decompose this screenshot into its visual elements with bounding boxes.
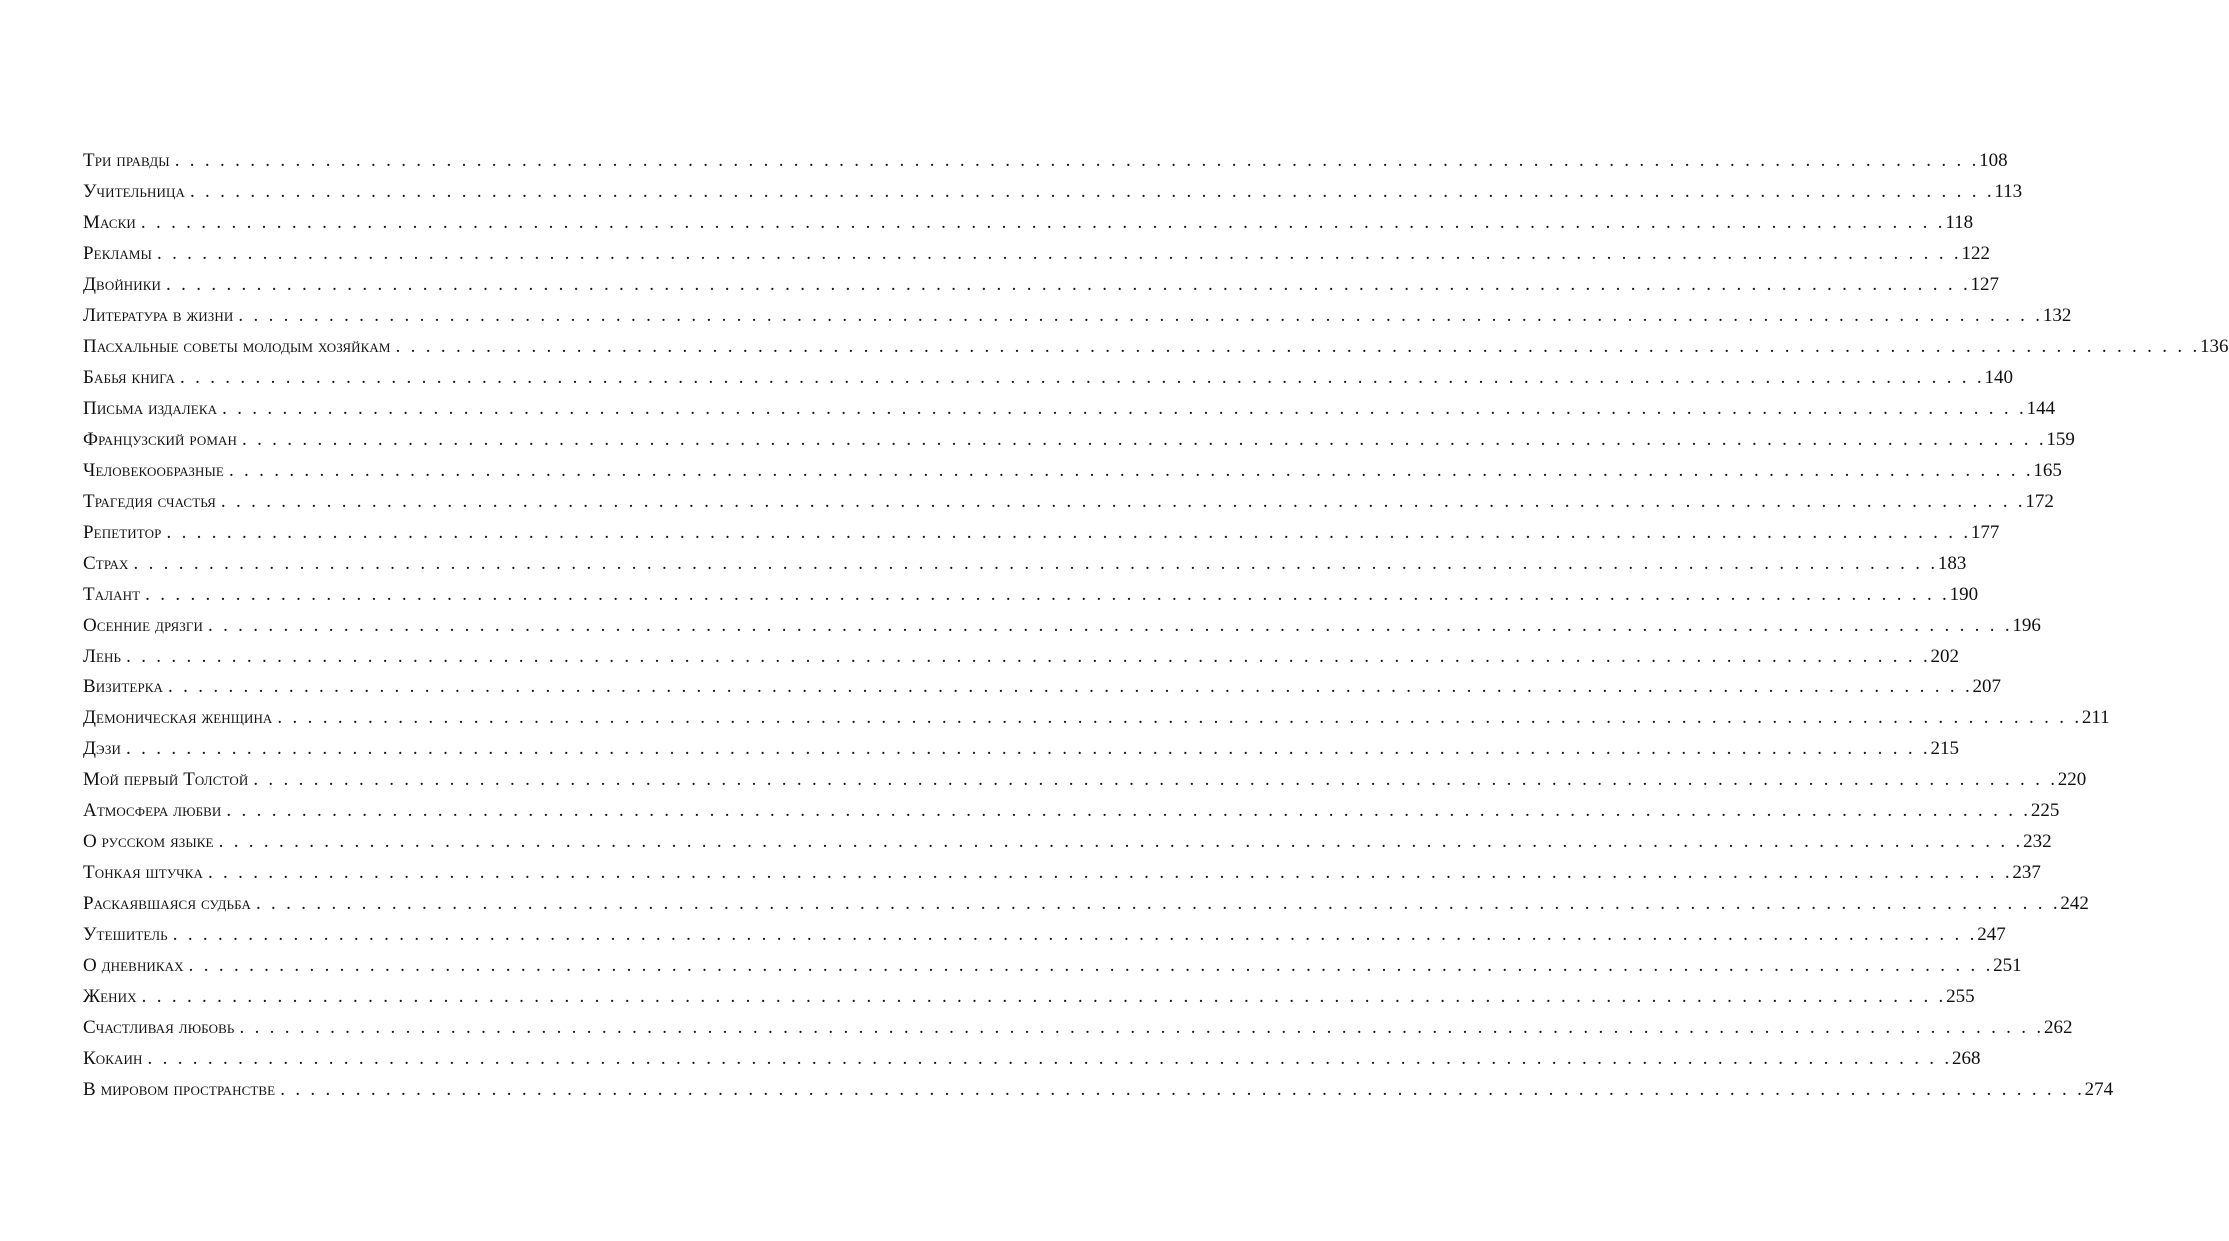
toc-entry-page-number: 136 (2200, 335, 2229, 357)
toc-entry-page-number: 118 (1945, 211, 1974, 233)
toc-entry-page-number: 172 (2025, 490, 2054, 512)
toc-entry (83, 1013, 2073, 1044)
toc-entry-page-number: 196 (2012, 614, 2041, 636)
toc-entry-title: Человекообразные (83, 459, 224, 481)
toc-entry-page-number: 232 (2023, 831, 2052, 853)
toc-entry-title: Двойники (83, 273, 162, 295)
toc-entry-title: О русском языке (83, 831, 214, 853)
dot-leader: . . . . . . . . . . . . . . . . . . . . . . . . . . . . . . . . . . . . . . . . . . . . . . . . . . . . . . . . . . . . . . . . . . . . . . . . . . . . . . . . . . . . . . . . . . . . . . . . . . . . . . . . . . . . . . . . . . . . . . . . (207, 614, 2013, 636)
dot-leader: . . . . . . . . . . . . . . . . . . . . . . . . . . . . . . . . . . . . . . . . . . . . . . . . . . . . . . . . . . . . . . . . . . . . . . . . . . . . . . . . . . . . . . . . . . . . . . . . . . . . . . . . . . . . . . . . . . . . . . . . (241, 428, 2047, 450)
toc-entry-title: Атмосфера любви (83, 800, 222, 822)
dot-leader: . . . . . . . . . . . . . . . . . . . . . . . . . . . . . . . . . . . . . . . . . . . . . . . . . . . . . . . . . . . . . . . . . . . . . . . . . . . . . . . . . . . . . . . . . . . . . . . . . . . . . . . . . . . . . . . . . . . . . . . . (166, 521, 1971, 543)
toc-entry-page-number: 207 (1972, 676, 2001, 698)
toc-entry-title: Визитерка (83, 676, 164, 698)
toc-entry-page-number: 225 (2030, 800, 2060, 822)
toc-entry-title: Репетитор (83, 521, 162, 543)
toc-entry-page-number: 113 (1994, 180, 2023, 202)
dot-leader: . . . . . . . . . . . . . . . . . . . . . . . . . . . . . . . . . . . . . . . . . . . . . . . . . . . . . . . . . . . . . . . . . . . . . . . . . . . . . . . . . . . . . . . . . . . . . . . . . . . . . . . . . . . . . . . . . . . . . . . . (180, 366, 1985, 388)
toc-entry-title: В мировом пространстве (83, 1079, 276, 1101)
toc-entry-title: Тонкая штучка (83, 862, 203, 884)
toc-entry (83, 765, 2087, 796)
toc-entry (83, 270, 1999, 301)
toc-entry (83, 951, 2022, 982)
dot-leader: . . . . . . . . . . . . . . . . . . . . . . . . . . . . . . . . . . . . . . . . . . . . . . . . . . . . . . . . . . . . . . . . . . . . . . . . . . . . . . . . . . . . . . . . . . . . . . . . . . . . . . . . . . . . . . . . . . . . . . . . (156, 242, 1962, 264)
toc-entry-page-number: 165 (2033, 459, 2062, 481)
toc-entry-page-number: 211 (2081, 707, 2110, 729)
toc-entry (83, 456, 2062, 487)
dot-leader: . . . . . . . . . . . . . . . . . . . . . . . . . . . . . . . . . . . . . . . . . . . . . . . . . . . . . . . . . . . . . . . . . . . . . . . . . . . . . . . . . . . . . . . . . . . . . . . . . . . . . . . . . . . . . . . . . . . . . . . . (174, 150, 1980, 171)
toc-entry (83, 549, 1967, 580)
toc-entry (83, 920, 2006, 951)
dot-leader: . . . . . . . . . . . . . . . . . . . . . . . . . . . . . . . . . . . . . . . . . . . . . . . . . . . . . . . . . . . . . . . . . . . . . . . . . . . . . . . . . . . . . . . . . . . . . . . . . . . . . . . . . . . . . . . . . . . . . . . . (145, 583, 1950, 605)
dot-leader: . . . . . . . . . . . . . . . . . . . . . . . . . . . . . . . . . . . . . . . . . . . . . . . . . . . . . . . . . . . . . . . . . . . . . . . . . . . . . . . . . . . . . . . . . . . . . . . . . . . . . . . . . . . . . . . . . . . . . . . . (280, 1079, 2085, 1101)
toc-entry (83, 363, 2013, 394)
dot-leader: . . . . . . . . . . . . . . . . . . . . . . . . . . . . . . . . . . . . . . . . . . . . . . . . . . . . . . . . . . . . . . . . . . . . . . . . . . . . . . . . . . . . . . . . . . . . . . . . . . . . . . . . . . . . . . . . . . . . . . . . (253, 769, 2058, 791)
dot-leader: . . . . . . . . . . . . . . . . . . . . . . . . . . . . . . . . . . . . . . . . . . . . . . . . . . . . . . . . . . . . . . . . . . . . . . . . . . . . . . . . . . . . . . . . . . . . . . . . . . . . . . . . . . . . . . . . . . . . . . . . (218, 831, 2024, 853)
table-of-contents (83, 146, 2229, 1106)
toc-entry-title: Пасхальные советы молодым хозяйкам (83, 335, 391, 357)
dot-leader: . . . . . . . . . . . . . . . . . . . . . . . . . . . . . . . . . . . . . . . . . . . . . . . . . . . . . . . . . . . . . . . . . . . . . . . . . . . . . . . . . . . . . . . . . . . . . . . . . . . . . . . . . . . . . . . . . . . . . . . . (168, 676, 1973, 698)
toc-entry-page-number: 251 (1993, 955, 2022, 977)
toc-entry-title: О дневниках (83, 955, 184, 977)
toc-entry (83, 642, 1960, 673)
toc-entry-page-number: 202 (1930, 645, 1960, 667)
toc-entry-page-number: 262 (2043, 1017, 2073, 1039)
toc-entry-page-number: 190 (1949, 583, 1979, 605)
toc-entry-page-number: 274 (2084, 1079, 2114, 1101)
toc-entry (83, 611, 2041, 642)
toc-entry-title: Лень (83, 645, 122, 667)
dot-leader: . . . . . . . . . . . . . . . . . . . . . . . . . . . . . . . . . . . . . . . . . . . . . . . . . . . . . . . . . . . . . . . . . . . . . . . . . . . . . . . . . . . . . . . . . . . . . . . . . . . . . . . . . . . . . . . . . . . . . . . . (172, 924, 1978, 946)
toc-entry-title: Счастливая любовь (83, 1017, 235, 1039)
toc-entry (83, 208, 1974, 239)
dot-leader: . . . . . . . . . . . . . . . . . . . . . . . . . . . . . . . . . . . . . . . . . . . . . . . . . . . . . . . . . . . . . . . . . . . . . . . . . . . . . . . . . . . . . . . . . . . . . . . . . . . . . . . . . . . . . . . . . . . . . . . . (255, 893, 2061, 915)
toc-entry-title: Жених (83, 986, 137, 1008)
toc-entry-title: Письма издалека (83, 397, 218, 419)
toc-entry-page-number: 159 (2046, 428, 2075, 450)
toc-entry-page-number: 127 (1970, 273, 1999, 295)
toc-entry-page-number: 237 (2012, 862, 2041, 884)
toc-entry (83, 1044, 1981, 1075)
dot-leader: . . . . . . . . . . . . . . . . . . . . . . . . . . . . . . . . . . . . . . . . . . . . . . . . . . . . . . . . . . . . . . . . . . . . . . . . . . . . . . . . . . . . . . . . . . . . . . . . . . . . . . . . . . . . . . . . . . . . . . . . (228, 459, 2034, 481)
toc-entry-title: Утешитель (83, 924, 168, 946)
toc-entry (83, 177, 2023, 208)
toc-entry-page-number: 132 (2042, 304, 2072, 326)
toc-entry-title: Рекламы (83, 242, 152, 264)
toc-entry (83, 425, 2075, 456)
dot-leader: . . . . . . . . . . . . . . . . . . . . . . . . . . . . . . . . . . . . . . . . . . . . . . . . . . . . . . . . . . . . . . . . . . . . . . . . . . . . . . . . . . . . . . . . . . . . . . . . . . . . . . . . . . . . . . . . . . . . . . . . (239, 1017, 2044, 1039)
toc-entry-page-number: 177 (1970, 521, 2000, 543)
toc-entry-page-number: 144 (2026, 397, 2056, 419)
toc-entry-title: Бабья книга (83, 366, 175, 388)
toc-entry-page-number: 220 (2057, 769, 2087, 791)
toc-entry (83, 858, 2041, 889)
toc-entry-title: Талант (83, 583, 141, 605)
toc-entry (83, 239, 1990, 270)
toc-entry-title: Маски (83, 211, 136, 233)
dot-leader: . . . . . . . . . . . . . . . . . . . . . . . . . . . . . . . . . . . . . . . . . . . . . . . . . . . . . . . . . . . . . . . . . . . . . . . . . . . . . . . . . . . . . . . . . . . . . . . . . . . . . . . . . . . . . . . . . . . . . . . . (222, 397, 2027, 419)
toc-entry-title: Литература в жизни (83, 304, 234, 326)
toc-entry (83, 672, 2001, 703)
dot-leader: . . . . . . . . . . . . . . . . . . . . . . . . . . . . . . . . . . . . . . . . . . . . . . . . . . . . . . . . . . . . . . . . . . . . . . . . . . . . . . . . . . . . . . . . . . . . . . . . . . . . . . . . . . . . . . . . . . . . . . . . (140, 211, 1946, 233)
toc-entry-title: Три правды (83, 150, 170, 171)
toc-entry-page-number: 247 (1977, 924, 2006, 946)
toc-entry (83, 982, 1975, 1013)
toc-entry-page-number: 140 (1984, 366, 2013, 388)
toc-entry-title: Французский роман (83, 428, 237, 450)
toc-entry (83, 518, 2000, 549)
toc-entry (83, 703, 2110, 734)
toc-entry-title: Осенние дрязги (83, 614, 203, 636)
toc-entry (83, 394, 2056, 425)
toc-entry (83, 734, 1959, 765)
toc-entry (83, 487, 2054, 518)
toc-entry-title: Кокаин (83, 1048, 143, 1070)
dot-leader: . . . . . . . . . . . . . . . . . . . . . . . . . . . . . . . . . . . . . . . . . . . . . . . . . . . . . . . . . . . . . . . . . . . . . . . . . . . . . . . . . . . . . . . . . . . . . . . . . . . . . . . . . . . . . . . . . . . . . . . . (226, 800, 2031, 822)
toc-entry-title: Трагедия счастья (83, 490, 216, 512)
toc-entry (83, 301, 2072, 332)
dot-leader: . . . . . . . . . . . . . . . . . . . . . . . . . . . . . . . . . . . . . . . . . . . . . . . . . . . . . . . . . . . . . . . . . . . . . . . . . . . . . . . . . . . . . . . . . . . . . . . . . . . . . . . . . . . . . . . . . . . . . . . . (207, 862, 2013, 884)
dot-leader: . . . . . . . . . . . . . . . . . . . . . . . . . . . . . . . . . . . . . . . . . . . . . . . . . . . . . . . . . . . . . . . . . . . . . . . . . . . . . . . . . . . . . . . . . . . . . . . . . . . . . . . . . . . . . . . . . . . . . . . . (189, 180, 1995, 202)
toc-entry-page-number: 122 (1961, 242, 1990, 264)
toc-entry (83, 332, 2229, 363)
toc-entry-page-number: 108 (1979, 150, 2008, 171)
dot-leader: . . . . . . . . . . . . . . . . . . . . . . . . . . . . . . . . . . . . . . . . . . . . . . . . . . . . . . . . . . . . . . . . . . . . . . . . . . . . . . . . . . . . . . . . . . . . . . . . . . . . . . . . . . . . . . . . . . . . . . . . (188, 955, 1994, 977)
toc-entry-title: Раскаявшаяся судьба (83, 893, 251, 915)
dot-leader: . . . . . . . . . . . . . . . . . . . . . . . . . . . . . . . . . . . . . . . . . . . . . . . . . . . . . . . . . . . . . . . . . . . . . . . . . . . . . . . . . . . . . . . . . . . . . . . . . . . . . . . . . . . . . . . . . . . . . . . . (277, 707, 2082, 729)
dot-leader: . . . . . . . . . . . . . . . . . . . . . . . . . . . . . . . . . . . . . . . . . . . . . . . . . . . . . . . . . . . . . . . . . . . . . . . . . . . . . . . . . . . . . . . . . . . . . . . . . . . . . . . . . . . . . . . . . . . . . . . . (126, 738, 1931, 760)
dot-leader: . . . . . . . . . . . . . . . . . . . . . . . . . . . . . . . . . . . . . . . . . . . . . . . . . . . . . . . . . . . . . . . . . . . . . . . . . . . . . . . . . . . . . . . . . . . . . . . . . . . . . . . . . . . . . . . . . . . . . . . . (126, 645, 1931, 667)
toc-entry (83, 1075, 2114, 1106)
dot-leader: . . . . . . . . . . . . . . . . . . . . . . . . . . . . . . . . . . . . . . . . . . . . . . . . . . . . . . . . . . . . . . . . . . . . . . . . . . . . . . . . . . . . . . . . . . . . . . . . . . . . . . . . . . . . . . . . . . . . . . . . (238, 304, 2043, 326)
dot-leader: . . . . . . . . . . . . . . . . . . . . . . . . . . . . . . . . . . . . . . . . . . . . . . . . . . . . . . . . . . . . . . . . . . . . . . . . . . . . . . . . . . . . . . . . . . . . . . . . . . . . . . . . . . . . . . . . . . . . . . . . (147, 1048, 1952, 1070)
toc-entry (83, 580, 1979, 611)
toc-entry-page-number: 268 (1951, 1048, 1981, 1070)
toc-entry (83, 796, 2060, 827)
toc-entry-page-number: 242 (2060, 893, 2089, 915)
dot-leader: . . . . . . . . . . . . . . . . . . . . . . . . . . . . . . . . . . . . . . . . . . . . . . . . . . . . . . . . . . . . . . . . . . . . . . . . . . . . . . . . . . . . . . . . . . . . . . . . . . . . . . . . . . . . . . . . . . . . . . . . (133, 552, 1938, 574)
toc-entry-title: Дэзи (83, 738, 122, 760)
dot-leader: . . . . . . . . . . . . . . . . . . . . . . . . . . . . . . . . . . . . . . . . . . . . . . . . . . . . . . . . . . . . . . . . . . . . . . . . . . . . . . . . . . . . . . . . . . . . . . . . . . . . . . . . . . . . . . . . . . . . . . . . (220, 490, 2026, 512)
toc-entry (83, 827, 2052, 858)
dot-leader: . . . . . . . . . . . . . . . . . . . . . . . . . . . . . . . . . . . . . . . . . . . . . . . . . . . . . . . . . . . . . . . . . . . . . . . . . . . . . . . . . . . . . . . . . . . . . . . . . . . . . . . . . . . . . . . . . . . . . . . . (395, 335, 2201, 357)
toc-entry-title: Мой первый Толстой (83, 769, 249, 791)
dot-leader: . . . . . . . . . . . . . . . . . . . . . . . . . . . . . . . . . . . . . . . . . . . . . . . . . . . . . . . . . . . . . . . . . . . . . . . . . . . . . . . . . . . . . . . . . . . . . . . . . . . . . . . . . . . . . . . . . . . . . . . . (141, 986, 1947, 1008)
toc-entry-title: Учительница (83, 180, 185, 202)
toc-entry-page-number: 183 (1937, 552, 1967, 574)
toc-entry-title: Страх (83, 552, 129, 574)
toc-entry-page-number: 255 (1946, 986, 1975, 1008)
toc-entry-title: Демоническая женщина (83, 707, 273, 729)
dot-leader: . . . . . . . . . . . . . . . . . . . . . . . . . . . . . . . . . . . . . . . . . . . . . . . . . . . . . . . . . . . . . . . . . . . . . . . . . . . . . . . . . . . . . . . . . . . . . . . . . . . . . . . . . . . . . . . . . . . . . . . . (166, 273, 1971, 295)
toc-entry-page-number: 215 (1930, 738, 1959, 760)
toc-entry (83, 146, 2008, 177)
toc-entry (83, 889, 2089, 920)
